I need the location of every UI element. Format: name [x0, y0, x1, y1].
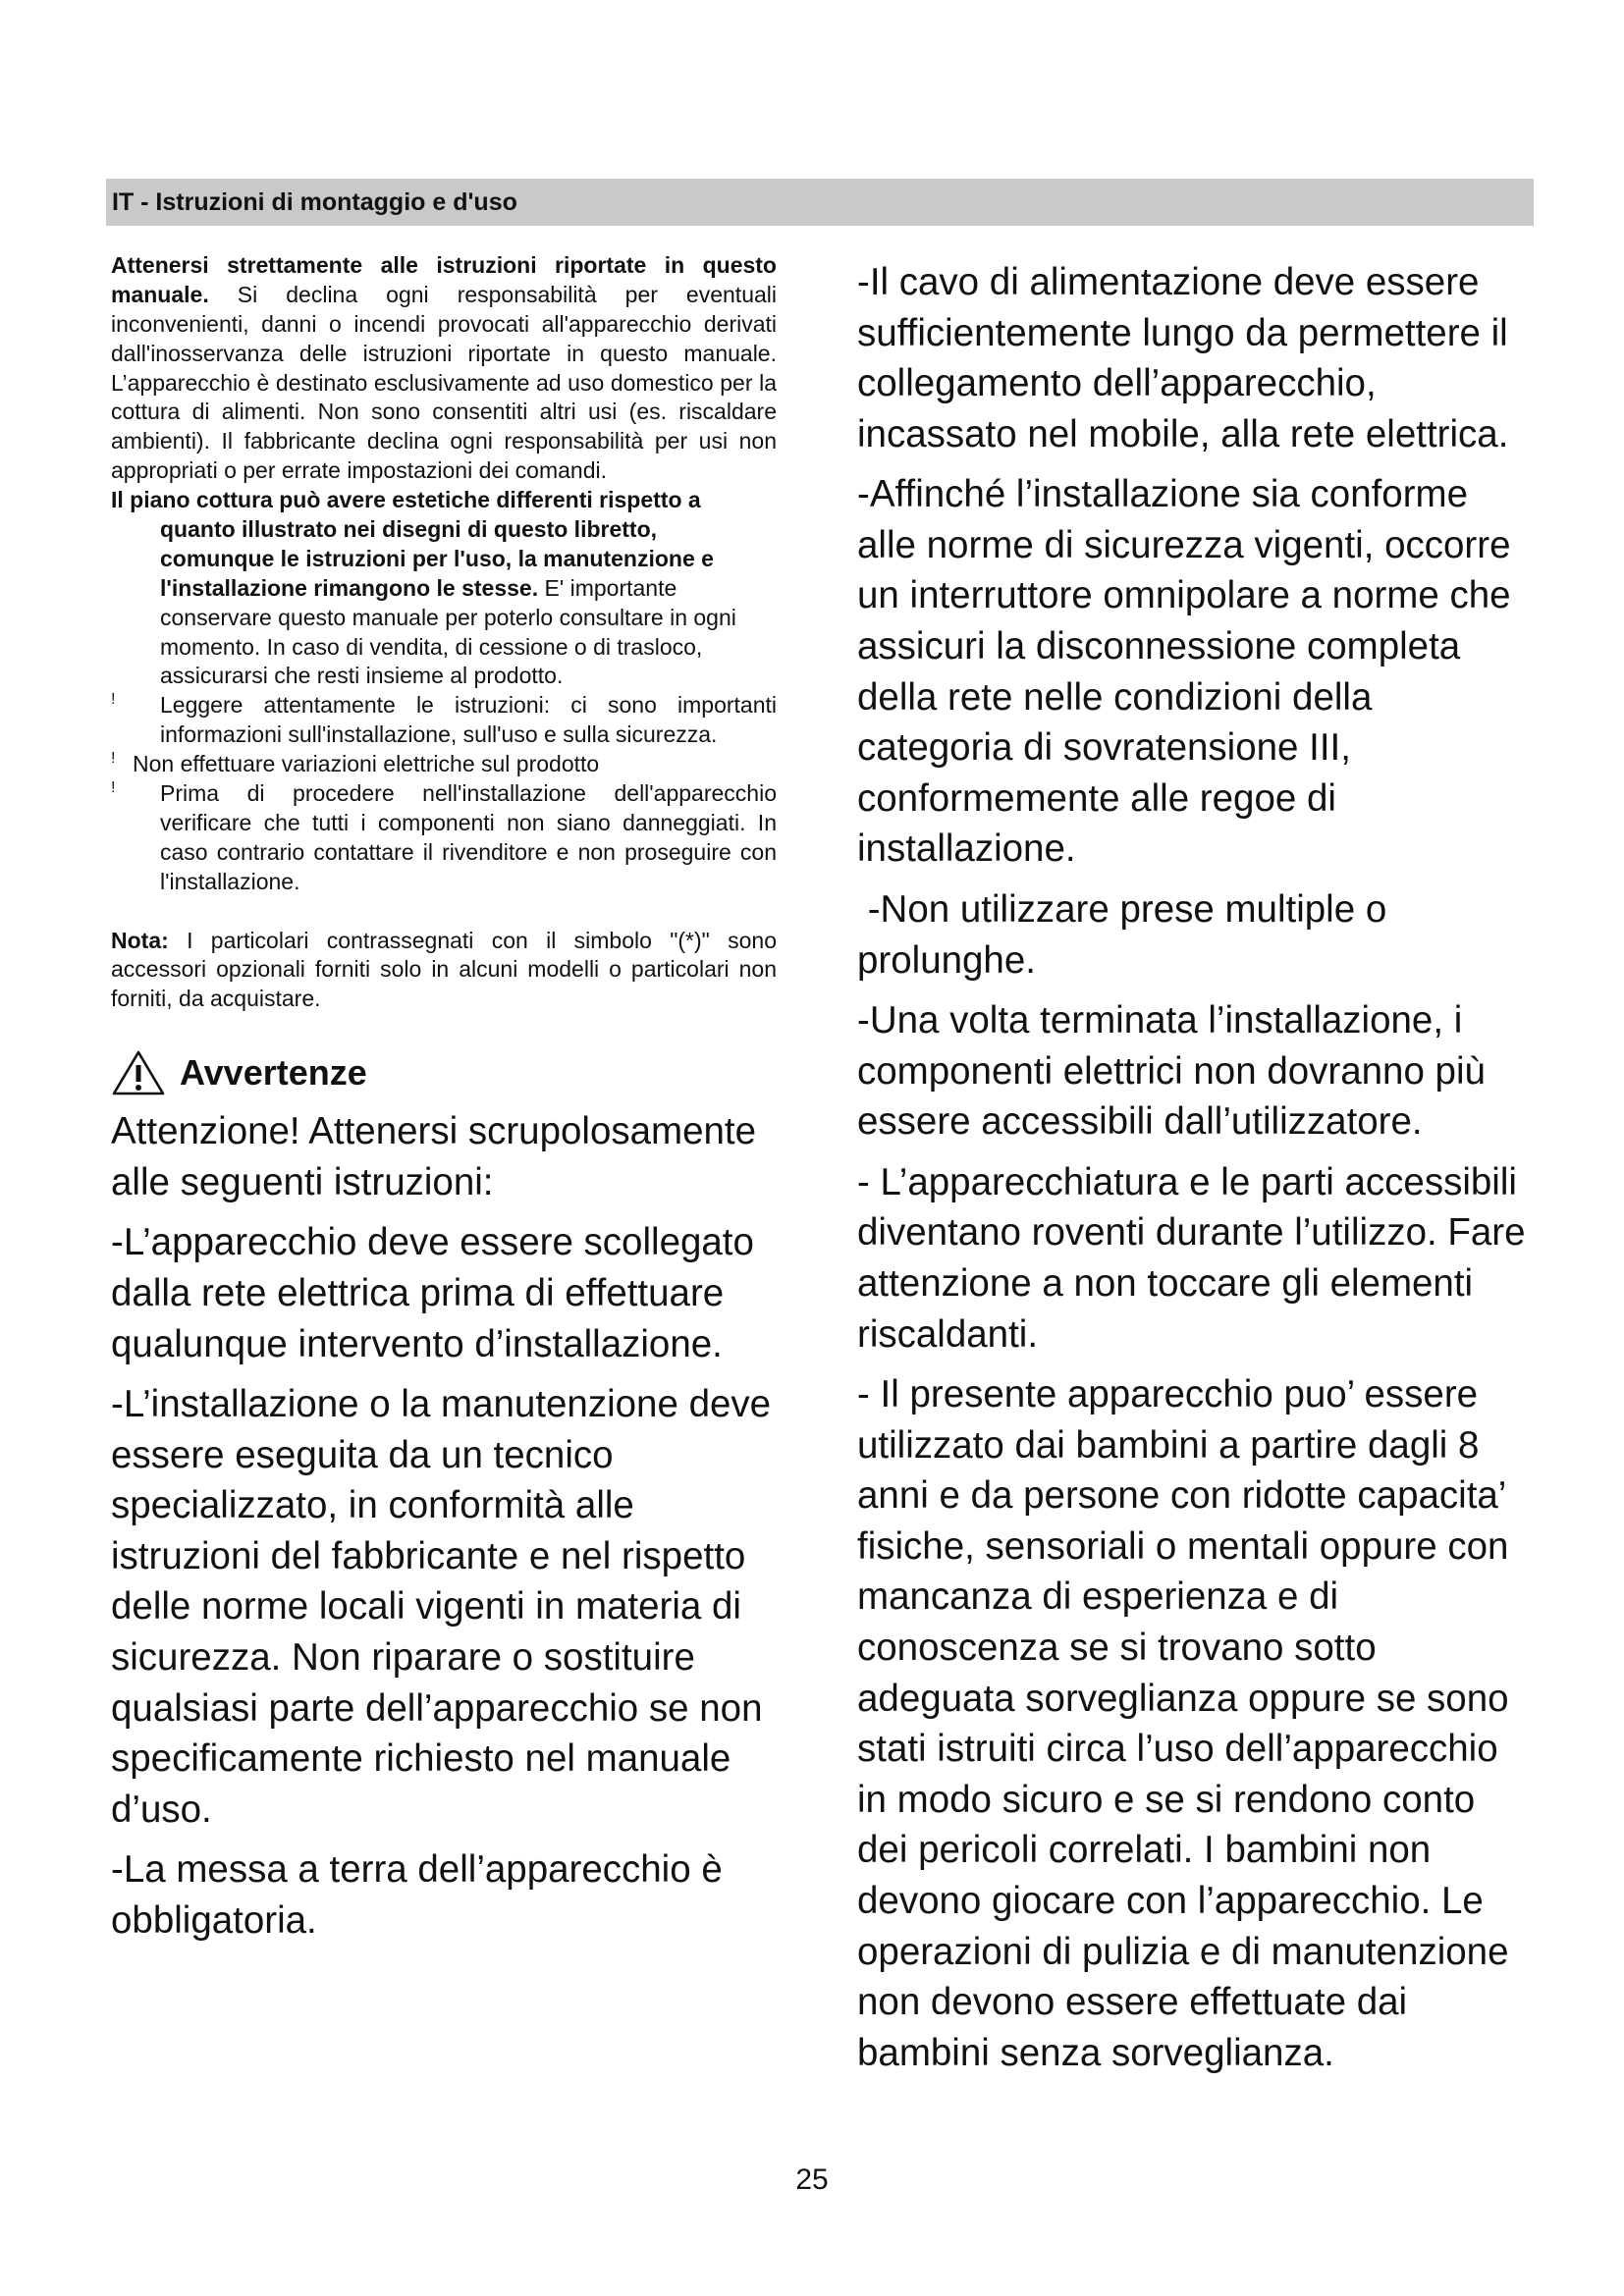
warning-triangle-icon: [111, 1049, 166, 1096]
warning-paragraph: -Affinché l’installazione sia conforme alle norme di sicurezza vigenti, occorre un interruttore omnipolare a norme che assicuri la disconnessione completa della rete nelle condizioni della categoria di sovratensione III, conformemente alle regoe di installazione.: [857, 473, 1511, 871]
warning-text: Leggere attentamente le istruzioni: ci sono importanti informazioni sull'installazione, sull'uso e sulla sicurezza.: [160, 692, 777, 748]
section-header: [106, 179, 1534, 226]
exclamation-mark: !: [111, 779, 116, 797]
aesthetic-first-line: Il piano cottura può avere estetiche differenti rispetto a: [111, 487, 701, 513]
warning-paragraph: -La messa a terra dell’apparecchio è obbligatoria.: [111, 1848, 723, 1942]
warning-text: Non effettuare variazioni elettriche sul prodotto: [133, 751, 600, 777]
warning-item: [111, 750, 777, 779]
note-label: Nota:: [111, 927, 169, 953]
aesthetic-bold-text: quanto illustrato nei disegni di questo libretto, comunque le istruzioni per l'uso, la manutenzione e l'installazione rimangono le stesse.: [160, 516, 714, 601]
warning-paragraph: -Una volta terminata l’installazione, i componenti elettrici non dovranno più essere accessibili dall’utilizzatore.: [857, 999, 1486, 1144]
warning-paragraph: - Il presente apparecchio puo’ essere utilizzato dai bambini a partire dagli 8 anni e da persone con ridotte capacita’ fisiche, sensoriali o mentali oppure con mancanza di esperienza e di conoscenza se si trovano sotto adeguata sorveglianza oppure se sono stati istruiti circa l’uso dell’apparecchio in modo sicuro e se si rendono conto dei pericoli correlati. I bambini non devono giocare con l’apparecchio. Le operazioni di pulizia e di manutenzione non devono essere effettuate dai bambini senza sorveglianza.: [857, 1373, 1509, 2074]
avvertenze-heading: [111, 1049, 777, 1096]
note-text: I particolari contrassegnati con il simbolo "(*)" sono accessori opzionali forniti solo in alcuni modelli o particolari non forniti, da acquistare.: [111, 927, 777, 1012]
page-number: 25: [795, 2163, 829, 2196]
right-column: [857, 257, 1535, 2078]
note-paragraph: [111, 927, 777, 1015]
warning-paragraph: -L’installazione o la manutenzione deve essere eseguita da un tecnico specializzato, in conformità alle istruzioni del fabbricante e nel rispetto delle norme locali vigenti in materia di sicurezza. Non riparare o sostituire qualsiasi parte dell’apparecchio se non specificamente richiesto nel manuale d’uso.: [111, 1383, 772, 1831]
section-title: IT - Istruzioni di montaggio e d'uso: [112, 188, 517, 216]
aesthetic-text: E' importante conservare questo manuale per poterlo consultare in ogni momento. In caso di vendita, di cessione o di trasloco, assicurarsi che resti insieme al prodotto.: [160, 574, 736, 689]
warning-paragraph: -Non utilizzare prese multiple o prolunghe.: [857, 887, 1397, 982]
exclamation-mark: !: [111, 691, 116, 709]
exclamation-mark: !: [111, 750, 116, 768]
left-column: [111, 251, 777, 1947]
warning-item: [111, 779, 777, 897]
aesthetic-paragraph: [160, 515, 777, 691]
warning-paragraph: Attenzione! Attenersi scrupolosamente alle seguenti istruzioni:: [111, 1110, 757, 1203]
warning-paragraph: - L’apparecchiatura e le parti accessibili diventano roventi durante l’utilizzo. Fare attenzione a non toccare gli elementi riscaldanti.: [857, 1160, 1526, 1356]
intro-paragraph: [111, 251, 777, 486]
warning-paragraph: -L’apparecchio deve essere scollegato dalla rete elettrica prima di effettuare qualunque intervento d’installazione.: [111, 1221, 754, 1365]
avvertenze-title: Avvertenze: [180, 1052, 367, 1094]
intro-bold-lead: Attenersi strettamente alle istruzioni riportate in questo manuale.: [111, 252, 777, 307]
warning-text: Prima di procedere nell'installazione dell'apparecchio verificare che tutti i componenti non siano danneggiati. In caso contrario contattare il rivenditore e non proseguire con l'installazione.: [160, 780, 777, 894]
aesthetic-block: [111, 515, 777, 691]
warning-item: [111, 691, 777, 750]
warning-paragraph: -Il cavo di alimentazione deve essere sufficientemente lungo da permettere il collegamento dell’apparecchio, incassato nel mobile, alla rete elettrica.: [857, 261, 1509, 455]
intro-text: Si declina ogni responsabilità per eventuali inconvenienti, danni o incendi provocati all'apparecchio derivati dall'inosservanza delle istruzioni riportate in questo manuale. L’apparecchio è destinato esclusivamente ad uso domestico per la cottura di alimenti. Non sono consentiti altri usi (es. riscaldare ambienti). Il fabbricante declina ogni responsabilità per usi non appropriati o per errate impostazioni dei comandi.: [111, 281, 777, 484]
